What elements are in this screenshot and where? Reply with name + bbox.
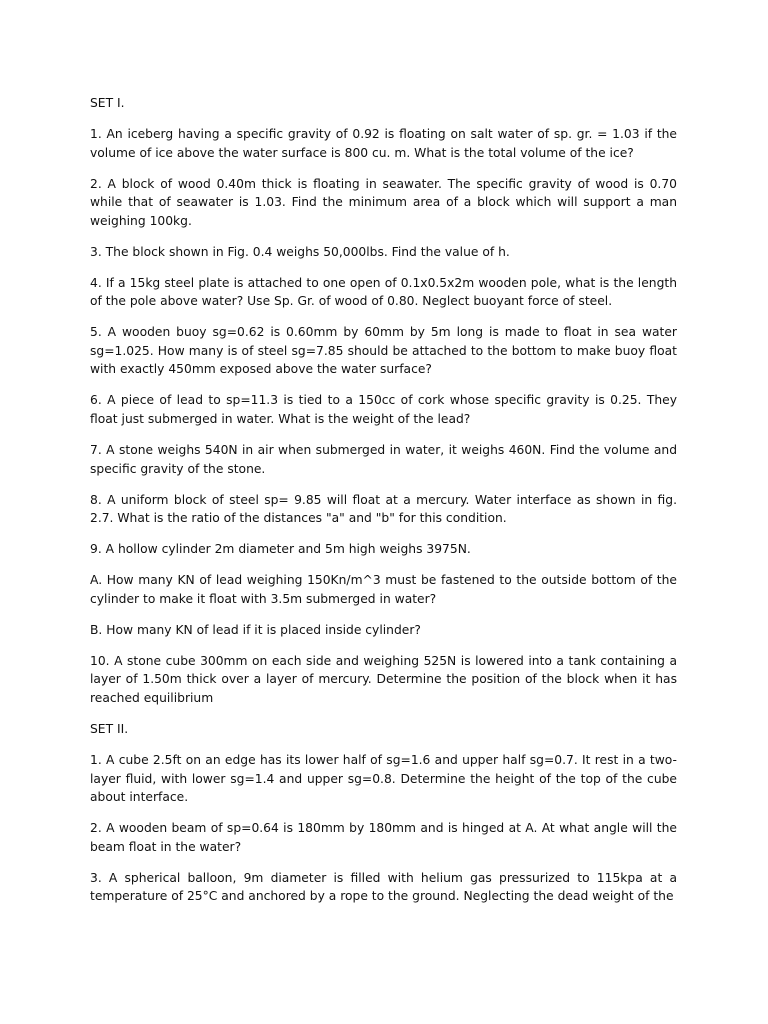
document-page <box>90 94 677 918</box>
set1-question-2: 2. A block of wood 0.40m thick is floating in seawater. The specific gravity of wood is 0.70 while that of seawater is 1.03. Find the minimum area of a block which will support a man weighing 100kg. <box>90 176 677 228</box>
set1-question-1: 1. An iceberg having a specific gravity of 0.92 is floating on salt water of sp. gr. = 1.03 if the volume of ice above the water surface is 800 cu. m. What is the total volume of the ice? <box>90 126 677 160</box>
set2-question-1: 1. A cube 2.5ft on an edge has its lower half of sg=1.6 and upper half sg=0.7. It rest in a two-layer fluid, with lower sg=1.4 and upper sg=0.8. Determine the height of the top of the cube about interface. <box>90 752 677 805</box>
set1-question-9: 9. A hollow cylinder 2m diameter and 5m high weighs 3975N. <box>90 542 471 557</box>
set1-question-5: 5. A wooden buoy sg=0.62 is 0.60mm by 60mm by 5m long is made to float in sea water sg=1.025. How many is of steel sg=7.85 should be attached to the bottom to make buoy float with exactly 450mm exposed above the water surface? <box>90 325 677 377</box>
set2-question-2: 2. A wooden beam of sp=0.64 is 180mm by 180mm and is hinged at A. At what angle will the beam float in the water? <box>90 821 677 854</box>
set1-question-4: 4. If a 15kg steel plate is attached to one open of 0.1x0.5x2m wooden pole, what is the length of the pole above water? Use Sp. Gr. of wood of 0.80. Neglect buoyant force of steel. <box>90 275 677 309</box>
set1-question-9a: A. How many KN of lead weighing 150Kn/m^3 must be fastened to the outside bottom of the cylinder to make it float with 3.5m submerged in water? <box>90 573 677 606</box>
set2-heading: SET II. <box>90 721 129 736</box>
set1-question-10: 10. A stone cube 300mm on each side and weighing 525N is lowered into a tank containing a layer of 1.50m thick over a layer of mercury. Determine the position of the block when it has reached equilibrium <box>90 653 677 705</box>
set1-question-9b: B. How many KN of lead if it is placed inside cylinder? <box>90 622 421 637</box>
set1-question-8: 8. A uniform block of steel sp= 9.85 will float at a mercury. Water interface as shown in fig. 2.7. What is the ratio of the distances "a" and "b" for this condition. <box>90 492 677 526</box>
set2-question-3: 3. A spherical balloon, 9m diameter is filled with helium gas pressurized to 115kpa at a temperature of 25°C and anchored by a rope to the ground. Neglecting the dead weight of the <box>90 870 677 904</box>
set1-question-7: 7. A stone weighs 540N in air when submerged in water, it weighs 460N. Find the volume and specific gravity of the stone. <box>90 443 677 476</box>
set1-heading: SET I. <box>90 96 125 110</box>
set1-question-6: 6. A piece of lead to sp=11.3 is tied to a 150cc of cork whose specific gravity is 0.25. They float just submerged in water. What is the weight of the lead? <box>90 393 677 427</box>
set1-question-3: 3. The block shown in Fig. 0.4 weighs 50,000lbs. Find the value of h. <box>90 244 510 259</box>
